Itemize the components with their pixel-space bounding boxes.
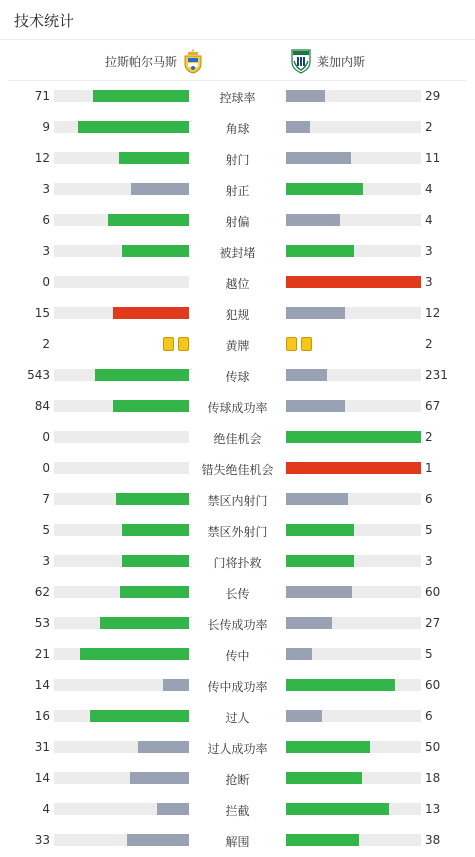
away-stat-bar (286, 679, 421, 691)
away-stat-bar-fill (286, 741, 370, 753)
stat-label: 长传 (225, 587, 250, 601)
home-stat-bar-fill (116, 493, 189, 505)
away-stat-value: 29 (425, 89, 441, 103)
stat-row (0, 391, 475, 422)
away-stat-bar (286, 772, 421, 784)
home-stat-value: 5 (42, 523, 50, 537)
away-stat-bar-fill (286, 307, 345, 319)
stat-label: 门将扑救 (213, 556, 262, 570)
home-stat-value: 4 (42, 802, 50, 816)
away-stat-value: 6 (425, 492, 433, 506)
home-stat-value: 9 (42, 120, 50, 134)
home-stat-bar-fill (122, 245, 190, 257)
away-stat-bar (286, 834, 421, 846)
away-stat-value: 5 (425, 523, 433, 537)
yellow-card-icon (178, 337, 189, 351)
away-stat-value: 2 (425, 430, 433, 444)
home-stat-bar (54, 617, 189, 629)
yellow-card-icon (286, 337, 297, 351)
stat-row (0, 205, 475, 236)
home-stat-bar-fill (122, 555, 190, 567)
stat-row (0, 484, 475, 515)
home-stat-bar (54, 431, 189, 443)
yellow-card-icon (163, 337, 174, 351)
home-stat-bar (54, 648, 189, 660)
stat-row (0, 174, 475, 205)
home-stat-value: 0 (42, 461, 50, 475)
stat-label: 射门 (225, 153, 250, 167)
home-stat-bar (54, 834, 189, 846)
away-stat-bar (286, 710, 421, 722)
home-stat-value: 53 (34, 616, 50, 630)
home-stat-bar (54, 493, 189, 505)
away-stat-bar (286, 245, 421, 257)
stat-label: 禁区外射门 (207, 525, 268, 539)
away-stat-bar (286, 741, 421, 753)
away-stat-value: 6 (425, 709, 433, 723)
stat-label: 传球 (225, 370, 250, 384)
home-stat-bar (54, 710, 189, 722)
stat-row (0, 422, 475, 453)
stat-row (0, 515, 475, 546)
home-stat-value: 7 (42, 492, 50, 506)
home-stat-bar (54, 462, 189, 474)
away-stat-value: 18 (425, 771, 441, 785)
stat-row (0, 608, 475, 639)
home-stat-bar (54, 772, 189, 784)
away-stat-value: 11 (425, 151, 441, 165)
away-stat-value: 67 (425, 399, 441, 413)
home-stat-bar (54, 276, 189, 288)
away-stat-bar (286, 121, 421, 133)
stat-row (0, 143, 475, 174)
stat-label: 越位 (225, 277, 250, 291)
stat-row (0, 763, 475, 794)
stat-row (0, 546, 475, 577)
home-stat-bar (54, 524, 189, 536)
home-stat-value: 62 (34, 585, 50, 599)
stat-label: 解围 (225, 835, 250, 849)
away-stat-bar (286, 307, 421, 319)
stat-row (0, 236, 475, 267)
away-team-name: 莱加内斯 (317, 54, 366, 69)
home-team-name: 拉斯帕尔马斯 (104, 54, 177, 69)
away-stat-bar (286, 524, 421, 536)
away-stat-value: 3 (425, 244, 433, 258)
away-stat-bar (286, 648, 421, 660)
away-stat-bar-fill (286, 245, 354, 257)
away-stat-bar-fill (286, 276, 421, 288)
home-stat-value: 3 (42, 182, 50, 196)
away-stat-value: 13 (425, 802, 441, 816)
stat-label: 犯规 (225, 308, 250, 322)
home-stat-bar (54, 741, 189, 753)
home-stat-value: 16 (34, 709, 50, 723)
home-stat-bar (54, 307, 189, 319)
page-title: 技术统计 (14, 12, 75, 30)
stat-label: 射正 (225, 184, 250, 198)
away-stat-value: 231 (425, 368, 448, 382)
away-stat-bar-fill (286, 214, 340, 226)
stat-row (0, 639, 475, 670)
home-stat-value: 21 (34, 647, 50, 661)
home-stat-bar-fill (127, 834, 189, 846)
home-stat-value: 0 (42, 275, 50, 289)
away-stat-value: 50 (425, 740, 441, 754)
away-stat-bar (286, 152, 421, 164)
home-stat-bar-fill (93, 90, 189, 102)
home-stat-bar-fill (122, 524, 190, 536)
away-yellow-cards (286, 337, 312, 351)
home-stat-value: 3 (42, 244, 50, 258)
away-stat-value: 4 (425, 182, 433, 196)
home-stat-bar-fill (130, 772, 189, 784)
home-stat-bar (54, 152, 189, 164)
away-stat-value: 1 (425, 461, 433, 475)
away-stat-bar-fill (286, 617, 332, 629)
away-stat-bar (286, 462, 421, 474)
home-stat-bar (54, 183, 189, 195)
away-stat-bar-fill (286, 648, 312, 660)
home-stat-value: 33 (34, 833, 50, 847)
home-stat-bar (54, 555, 189, 567)
away-stat-bar-fill (286, 400, 345, 412)
away-stat-bar (286, 369, 421, 381)
away-stat-bar (286, 400, 421, 412)
stat-row (0, 670, 475, 701)
home-stat-bar-fill (100, 617, 189, 629)
stat-label: 过人成功率 (207, 742, 268, 756)
home-team[interactable] (105, 48, 204, 74)
away-stat-bar (286, 183, 421, 195)
home-stat-value: 2 (42, 337, 50, 351)
away-stat-bar-fill (286, 586, 352, 598)
home-stat-bar-fill (108, 214, 189, 226)
stat-row (0, 732, 475, 763)
away-stat-value: 60 (425, 585, 441, 599)
home-stat-bar (54, 586, 189, 598)
away-stat-value: 2 (425, 120, 433, 134)
away-stat-bar-fill (286, 121, 310, 133)
stat-label: 黄牌 (225, 339, 250, 353)
home-stat-bar (54, 400, 189, 412)
stat-row (0, 298, 475, 329)
stat-row (0, 360, 475, 391)
stat-label: 被封堵 (219, 246, 256, 260)
away-stat-value: 60 (425, 678, 441, 692)
away-stat-bar (286, 617, 421, 629)
stat-row (0, 329, 475, 360)
stat-label: 传中 (225, 649, 250, 663)
home-stat-value: 12 (34, 151, 50, 165)
away-stat-value: 5 (425, 647, 433, 661)
away-stat-value: 38 (425, 833, 441, 847)
away-stat-value: 27 (425, 616, 441, 630)
home-stat-bar-fill (113, 307, 189, 319)
away-stat-bar (286, 586, 421, 598)
stat-label: 长传成功率 (207, 618, 268, 632)
away-stat-bar (286, 276, 421, 288)
stat-label: 错失绝佳机会 (201, 463, 274, 477)
stat-row (0, 81, 475, 112)
stat-row (0, 701, 475, 732)
stat-label: 过人 (225, 711, 250, 725)
team-header (8, 40, 467, 81)
away-stat-bar-fill (286, 834, 359, 846)
away-stat-value: 2 (425, 337, 433, 351)
home-stat-value: 14 (34, 678, 50, 692)
home-stat-bar-fill (131, 183, 189, 195)
home-stat-bar (54, 90, 189, 102)
away-stat-bar-fill (286, 90, 325, 102)
home-stat-bar-fill (78, 121, 189, 133)
home-stat-bar (54, 245, 189, 257)
away-stat-value: 3 (425, 275, 433, 289)
stat-label: 绝佳机会 (213, 432, 262, 446)
away-stat-bar-fill (286, 431, 421, 443)
home-stat-value: 543 (27, 368, 50, 382)
home-stat-value: 71 (34, 89, 50, 103)
home-stat-bar-fill (80, 648, 189, 660)
away-stat-bar-fill (286, 555, 354, 567)
yellow-card-icon (301, 337, 312, 351)
away-stat-bar (286, 493, 421, 505)
stat-label: 射偏 (225, 215, 250, 229)
home-stat-bar-fill (113, 400, 189, 412)
home-stat-value: 6 (42, 213, 50, 227)
home-stat-value: 0 (42, 430, 50, 444)
home-stat-bar-fill (157, 803, 189, 815)
stats-header (0, 0, 475, 40)
stat-row (0, 577, 475, 608)
stat-label: 传中成功率 (207, 680, 268, 694)
away-stat-value: 4 (425, 213, 433, 227)
away-stat-bar (286, 431, 421, 443)
away-stat-bar-fill (286, 369, 327, 381)
stat-label: 抢断 (225, 773, 250, 787)
stat-label: 控球率 (219, 91, 256, 105)
away-stat-value: 12 (425, 306, 441, 320)
stat-row (0, 267, 475, 298)
away-stat-bar-fill (286, 462, 421, 474)
away-stat-bar (286, 555, 421, 567)
home-stat-value: 3 (42, 554, 50, 568)
home-stat-bar-fill (120, 586, 189, 598)
home-stat-value: 31 (34, 740, 50, 754)
stat-row (0, 794, 475, 825)
home-stat-bar (54, 214, 189, 226)
home-stat-bar-fill (95, 369, 190, 381)
away-stat-bar (286, 803, 421, 815)
home-stat-value: 15 (34, 306, 50, 320)
stat-label: 传球成功率 (207, 401, 268, 415)
away-stat-bar-fill (286, 183, 363, 195)
stat-label: 禁区内射门 (207, 494, 268, 508)
home-stat-bar-fill (90, 710, 189, 722)
stat-row (0, 112, 475, 143)
home-stat-value: 14 (34, 771, 50, 785)
home-stat-bar (54, 679, 189, 691)
away-stat-bar-fill (286, 803, 389, 815)
stat-row (0, 453, 475, 484)
away-stat-bar-fill (286, 524, 354, 536)
away-team[interactable] (290, 48, 365, 74)
away-stat-bar-fill (286, 679, 395, 691)
home-stat-value: 84 (34, 399, 50, 413)
home-stat-bar (54, 121, 189, 133)
home-stat-bar-fill (163, 679, 189, 691)
stat-row (0, 825, 475, 856)
home-stat-bar (54, 803, 189, 815)
away-stat-bar (286, 214, 421, 226)
stat-label: 拦截 (225, 804, 250, 818)
away-stat-bar-fill (286, 493, 348, 505)
home-stat-bar-fill (119, 152, 189, 164)
away-stat-bar-fill (286, 772, 362, 784)
away-stat-bar-fill (286, 710, 322, 722)
away-stat-bar (286, 90, 421, 102)
home-stat-bar-fill (138, 741, 189, 753)
stat-label: 角球 (225, 122, 250, 136)
stats-list (0, 81, 475, 856)
home-yellow-cards (163, 337, 189, 351)
away-stat-bar-fill (286, 152, 351, 164)
away-team-crest-icon (290, 48, 312, 74)
away-stat-value: 3 (425, 554, 433, 568)
home-stat-bar (54, 369, 189, 381)
home-team-crest-icon (182, 48, 204, 74)
